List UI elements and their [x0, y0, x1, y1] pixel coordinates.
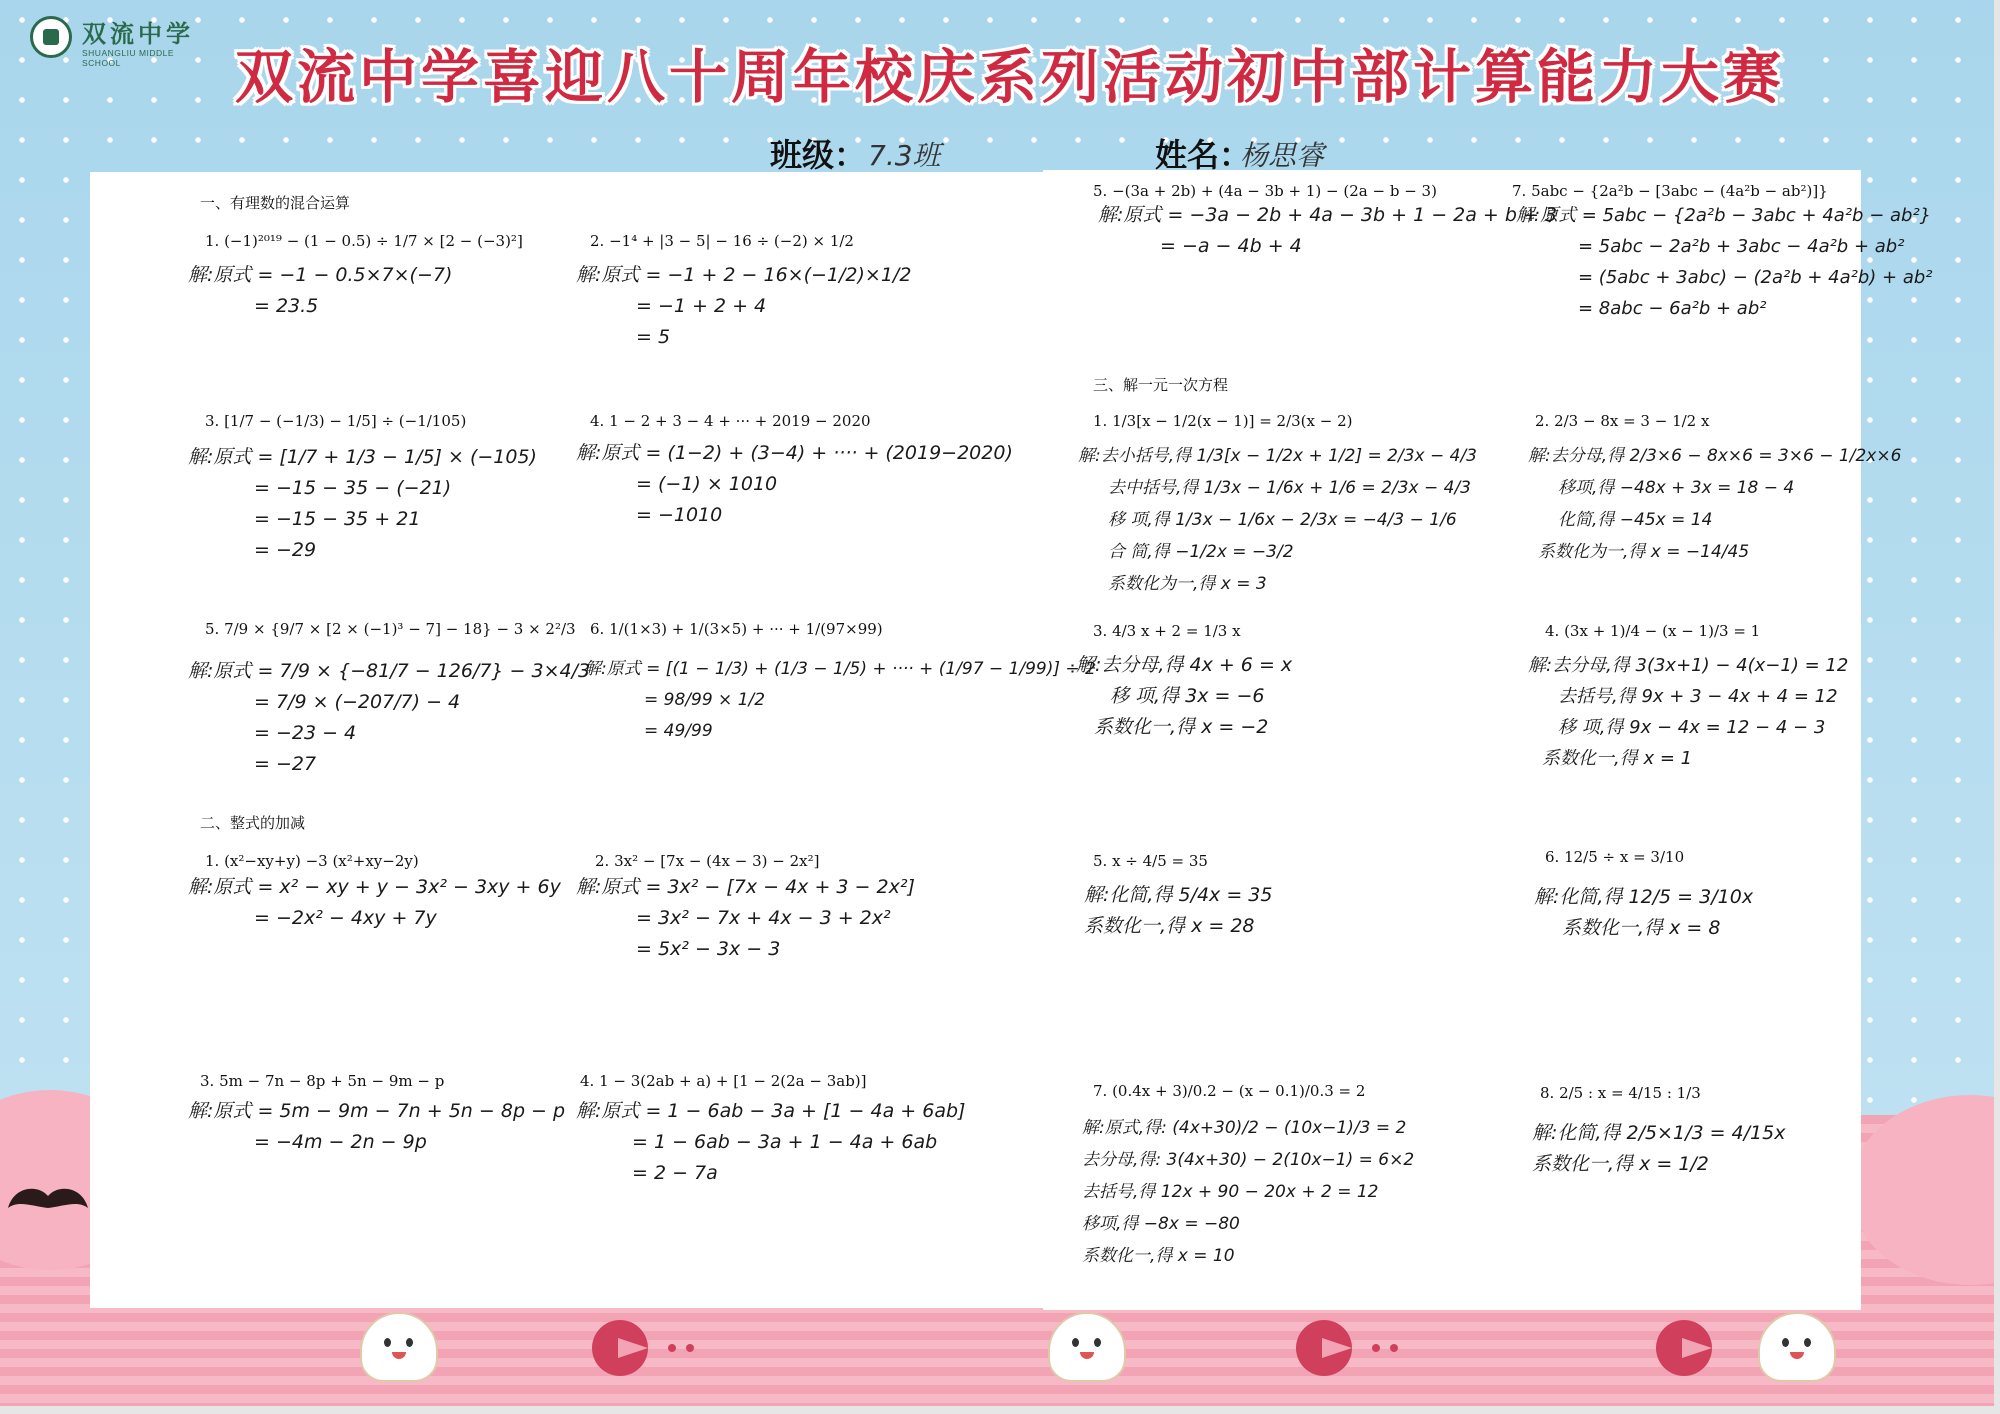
problem-question: 7. (0.4x + 3)/0.2 − (x − 0.1)/0.3 = 2 [1093, 1082, 1366, 1100]
solution-line: = (−1) × 1010 [636, 473, 778, 495]
solution-line: 解:原式 = x² − xy + y − 3x² − 3xy + 6y [188, 876, 561, 898]
problem-solution [188, 260, 452, 322]
solution-line: = −1 + 2 + 4 [636, 295, 767, 317]
solution-line: 系数化一,得 x = 1 [1542, 748, 1693, 769]
solution-line: 解:原式 = −1 − 0.5×7×(−7) [188, 264, 453, 286]
bunny-mascot-icon [360, 1312, 438, 1382]
solution-line: 解:原式 = 5m − 9m − 7n + 5n − 8p − p [188, 1100, 566, 1122]
solution-line: = 1 − 6ab − 3a + 1 − 4a + 6ab [632, 1131, 938, 1153]
solution-line: = 98/99 × 1/2 [644, 690, 766, 710]
problem-question: 5. 7/9 × {9/7 × [2 × (−1)³ − 7] − 18} − 3 × 2²/3 [205, 620, 576, 638]
dot-decor-icon [1372, 1344, 1380, 1352]
solution-line: = 5abc − 2a²b + 3abc − 4a²b + ab² [1578, 236, 1905, 257]
problem-solution [576, 438, 1013, 531]
school-name: 双流中学 [82, 19, 194, 48]
solution-line: 解:化简,得 2/5×1/3 = 4/15x [1532, 1122, 1786, 1144]
solution-line: 移 项,得 1/3x − 1/6x − 2/3x = −4/3 − 1/6 [1108, 510, 1457, 530]
problem-question: 4. 1 − 3(2ab + a) + [1 − 2(2a − 3ab)] [580, 1072, 867, 1090]
solution-line: = −29 [254, 539, 317, 561]
solution-line: 解:原式 = 5abc − {2a²b − 3abc + 4a²b − ab²} [1516, 205, 1932, 226]
solution-line: 系数化一,得 x = 10 [1082, 1246, 1235, 1266]
dot-decor-icon [686, 1344, 694, 1352]
bunny-mascot-icon [1758, 1312, 1836, 1382]
solution-line: 解:原式 = [(1 − 1/3) + (1/3 − 1/5) + ···· + (1/97 − 1/99)] ÷ 2 [584, 659, 1096, 679]
pacman-decor-icon [592, 1320, 648, 1376]
solution-line: 化简,得 −45x = 14 [1558, 510, 1713, 530]
solution-line: = −27 [254, 753, 317, 775]
bunny-mascot-icon [1048, 1312, 1126, 1382]
solution-line: = −4m − 2n − 9p [254, 1131, 427, 1153]
solution-line: = 5x² − 3x − 3 [636, 938, 781, 960]
solution-line: = −a − 4b + 4 [1160, 235, 1302, 257]
section-heading: 一、有理数的混合运算 [200, 194, 351, 212]
problem-question: 3. [1/7 − (−1/3) − 1/5] ÷ (−1/105) [205, 412, 467, 430]
solution-line: 去括号,得 9x + 3 − 4x + 4 = 12 [1558, 686, 1838, 707]
problem-question: 2. 3x² − [7x − (4x − 3) − 2x²] [595, 852, 820, 870]
solution-line: 解:去分母,得 2/3×6 − 8x×6 = 3×6 − 1/2x×6 [1528, 446, 1902, 466]
solution-line: = 23.5 [254, 295, 319, 317]
solution-line: 合 简,得 −1/2x = −3/2 [1108, 542, 1294, 562]
solution-line: 去括号,得 12x + 90 − 20x + 2 = 12 [1082, 1182, 1379, 1202]
page-title: 双流中学喜迎八十周年校庆系列活动初中部计算能力大赛 [234, 43, 1785, 111]
solution-line: 系数化为一,得 x = 3 [1108, 574, 1267, 594]
solution-line: 系数化为一,得 x = −14/45 [1538, 542, 1750, 562]
solution-line: 解:原式 = [1/7 + 1/3 − 1/5] × (−105) [188, 446, 537, 468]
solution-line: = −23 − 4 [254, 722, 357, 744]
name-label: 姓名： [1155, 136, 1252, 174]
solution-line: 系数化一,得 x = 8 [1562, 917, 1721, 939]
solution-line: = 8abc − 6a²b + ab² [1578, 298, 1767, 319]
solution-line: = 3x² − 7x + 4x − 3 + 2x² [636, 907, 891, 929]
solution-line: 移 项,得 3x = −6 [1110, 685, 1265, 707]
solution-line: 移项,得 −48x + 3x = 18 − 4 [1558, 478, 1795, 498]
problem-solution [1082, 1112, 1414, 1272]
dot-decor-icon [1390, 1344, 1398, 1352]
solution-line: 解:去分母,得 3(3x+1) − 4(x−1) = 12 [1528, 655, 1849, 676]
problem-question: 3. 4/3 x + 2 = 1/3 x [1093, 622, 1241, 640]
problem-solution [1076, 650, 1292, 743]
solution-line: 解:原式,得: (4x+30)/2 − (10x−1)/3 = 2 [1082, 1118, 1407, 1138]
problem-solution [1528, 440, 1901, 568]
solution-line: 移项,得 −8x = −80 [1082, 1214, 1240, 1234]
pacman-decor-icon [1656, 1320, 1712, 1376]
problem-question: 8. 2/5 : x = 4/15 : 1/3 [1540, 1084, 1701, 1102]
solution-line: = 2 − 7a [632, 1162, 718, 1184]
solution-line: 解:原式 = 3x² − [7x − 4x + 3 − 2x²] [576, 876, 915, 898]
solution-line: 去分母,得: 3(4x+30) − 2(10x−1) = 6×2 [1082, 1150, 1415, 1170]
solution-line: 去中括号,得 1/3x − 1/6x + 1/6 = 2/3x − 4/3 [1108, 478, 1471, 498]
mustache-decor-icon [4, 1182, 92, 1228]
problem-question: 1. 1/3[x − 1/2(x − 1)] = 2/3(x − 2) [1093, 412, 1353, 430]
solution-line: 移 项,得 9x − 4x = 12 − 4 − 3 [1558, 717, 1826, 738]
problem-question: 5. −(3a + 2b) + (4a − 3b + 1) − (2a − b − 3) [1093, 182, 1437, 200]
solution-line: 解:原式 = −3a − 2b + 4a − 3b + 1 − 2a + b + 3 [1098, 204, 1558, 226]
problem-solution [1084, 880, 1272, 942]
pacman-decor-icon [1296, 1320, 1352, 1376]
problem-question: 7. 5abc − {2a²b − [3abc − (4a²b − ab²)]} [1512, 182, 1828, 200]
problem-question: 5. x ÷ 4/5 = 35 [1093, 852, 1208, 870]
problem-question: 1. (−1)²⁰¹⁹ − (1 − 0.5) ÷ 1/7 × [2 − (−3)²] [205, 232, 523, 250]
solution-line: 解:原式 = (1−2) + (3−4) + ···· + (2019−2020) [576, 442, 1013, 464]
class-label: 班级： [770, 136, 867, 174]
problem-solution [576, 260, 911, 353]
problem-solution [1516, 200, 1933, 324]
problem-solution [576, 1096, 965, 1189]
solution-line: 解:化简,得 12/5 = 3/10x [1534, 886, 1754, 908]
solution-line: = 49/99 [644, 721, 713, 741]
problem-solution [576, 872, 915, 965]
problem-question: 3. 5m − 7n − 8p + 5n − 9m − p [200, 1072, 445, 1090]
solution-line: 系数化一,得 x = 1/2 [1532, 1153, 1709, 1175]
name-value: 杨思睿 [1240, 139, 1325, 172]
solution-line: 解:原式 = 7/9 × {−81/7 − 126/7} − 3×4/3 [188, 660, 591, 682]
solution-line: 解:去分母,得 4x + 6 = x [1076, 654, 1293, 676]
solution-line: 系数化一,得 x = −2 [1094, 716, 1269, 738]
solution-line: 解:原式 = 1 − 6ab − 3a + [1 − 4a + 6ab] [576, 1100, 966, 1122]
problem-question: 6. 1/(1×3) + 1/(3×5) + ··· + 1/(97×99) [590, 620, 883, 638]
problem-question: 2. 2/3 − 8x = 3 − 1/2 x [1535, 412, 1710, 430]
problem-solution [188, 1096, 565, 1158]
solution-line: = −15 − 35 + 21 [254, 508, 421, 530]
section-heading: 二、整式的加减 [200, 814, 306, 832]
school-name-en: SHUANGLIU MIDDLE SCHOOL [82, 48, 175, 68]
solution-line: 解:化简,得 5/4x = 35 [1084, 884, 1273, 906]
problem-question: 2. −1⁴ + |3 − 5| − 16 ÷ (−2) × 1/2 [590, 232, 854, 250]
school-seal-icon [30, 16, 72, 58]
problem-solution [1098, 200, 1557, 262]
problem-solution [1078, 440, 1477, 600]
problem-solution [1532, 1118, 1785, 1180]
problem-solution [188, 872, 561, 934]
problem-solution [1528, 650, 1848, 774]
solution-line: 解:去小括号,得 1/3[x − 1/2x + 1/2] = 2/3x − 4/3 [1078, 446, 1477, 466]
problem-solution [1534, 882, 1753, 944]
class-value: 7.3班 [868, 139, 941, 172]
solution-line: 系数化一,得 x = 28 [1084, 915, 1255, 937]
solution-line: 解:原式 = −1 + 2 − 16×(−1/2)×1/2 [576, 264, 912, 286]
solution-line: = 5 [636, 326, 671, 348]
problem-solution [188, 442, 537, 566]
solution-line: = −2x² − 4xy + 7y [254, 907, 437, 929]
problem-question: 1. (x²−xy+y) −3 (x²+xy−2y) [205, 852, 419, 870]
problem-question: 4. 1 − 2 + 3 − 4 + ··· + 2019 − 2020 [590, 412, 871, 430]
solution-line: = 7/9 × (−207/7) − 4 [254, 691, 461, 713]
problem-solution [584, 654, 1096, 747]
solution-line: = −1010 [636, 504, 723, 526]
solution-line: = (5abc + 3abc) − (2a²b + 4a²b) + ab² [1578, 267, 1933, 288]
problem-solution [188, 656, 590, 780]
dot-decor-icon [668, 1344, 676, 1352]
problem-question: 6. 12/5 ÷ x = 3/10 [1545, 848, 1685, 866]
section-heading: 三、解一元一次方程 [1093, 376, 1229, 394]
problem-question: 4. (3x + 1)/4 − (x − 1)/3 = 1 [1545, 622, 1761, 640]
solution-line: = −15 − 35 − (−21) [254, 477, 452, 499]
